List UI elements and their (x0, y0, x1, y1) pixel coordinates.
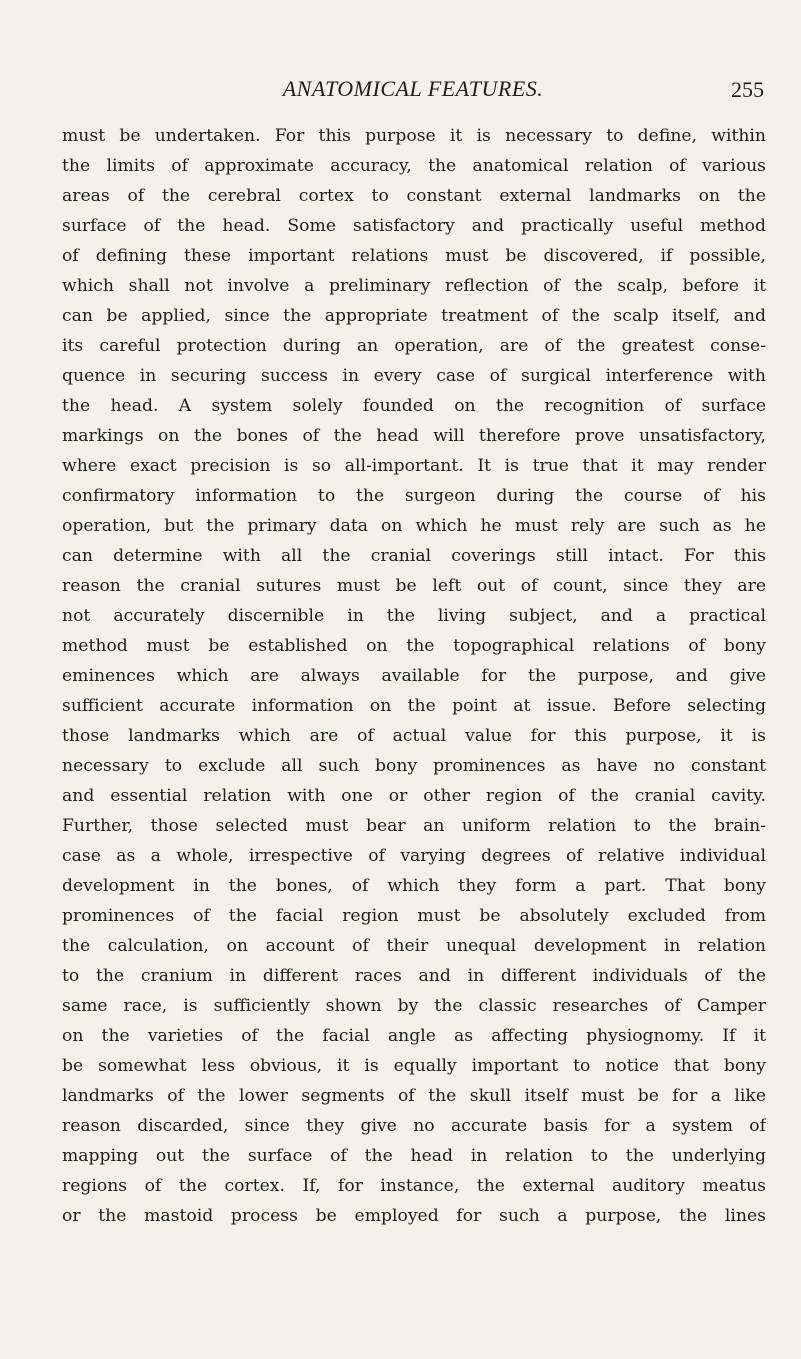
text-line: operation, but the primary data on which he must rely are such as he (62, 516, 766, 536)
text-line: which shall not involve a preliminary reflection of the scalp, before it (62, 276, 766, 296)
text-line: surface of the head. Some satisfactory and practically useful method (62, 216, 766, 236)
text-line: regions of the cortex. If, for instance, the external auditory meatus (62, 1176, 766, 1196)
text-line: Further, those selected must bear an uniform relation to the brain- (62, 816, 766, 836)
text-line: the head. A system solely founded on the recognition of surface (62, 396, 766, 416)
text-line: those landmarks which are of actual value for this purpose, it is (62, 726, 766, 746)
text-line: case as a whole, irrespective of varying degrees of relative individual (62, 846, 766, 866)
text-line: eminences which are always available for the purpose, and give (62, 666, 766, 686)
text-line: the limits of approximate accuracy, the anatomical relation of various (62, 156, 766, 176)
text-line: the calculation, on account of their unequal development in relation (62, 936, 766, 956)
text-line: necessary to exclude all such bony prominences as have no constant (62, 756, 766, 776)
text-line: be somewhat less obvious, it is equally important to notice that bony (62, 1056, 766, 1076)
text-line: areas of the cerebral cortex to constant external landmarks on the (62, 186, 766, 206)
running-head (62, 76, 764, 104)
text-line: method must be established on the topographical relations of bony (62, 636, 766, 656)
text-line: can determine with all the cranial coverings still intact. For this (62, 546, 766, 566)
text-line: or the mastoid process be employed for such a purpose, the lines (62, 1206, 766, 1226)
text-line: its careful protection during an operation, are of the greatest conse- (62, 336, 766, 356)
text-line: and essential relation with one or other region of the cranial cavity. (62, 786, 766, 806)
text-line: prominences of the facial region must be absolutely excluded from (62, 906, 766, 926)
text-line: of defining these important relations must be discovered, if possible, (62, 246, 766, 266)
text-line: must be undertaken. For this purpose it is necessary to define, within (62, 126, 766, 146)
text-line: not accurately discernible in the living subject, and a practical (62, 606, 766, 626)
body-paragraph (62, 121, 766, 1231)
running-title: ANATOMICAL FEATURES. (282, 76, 544, 101)
text-line: markings on the bones of the head will therefore prove unsatisfactory, (62, 426, 766, 446)
text-line: quence in securing success in every case of surgical interference with (62, 366, 766, 386)
text-line: to the cranium in different races and in different individuals of the (62, 966, 766, 986)
text-line: on the varieties of the facial angle as affecting physiognomy. If it (62, 1026, 766, 1046)
text-line: development in the bones, of which they form a part. That bony (62, 876, 766, 896)
text-line: landmarks of the lower segments of the skull itself must be for a like (62, 1086, 766, 1106)
text-line: sufficient accurate information on the point at issue. Before selecting (62, 696, 766, 716)
page-number: 255 (731, 77, 764, 102)
text-line: same race, is sufficiently shown by the classic researches of Camper (62, 996, 766, 1016)
text-line: reason the cranial sutures must be left out of count, since they are (62, 576, 766, 596)
text-line: mapping out the surface of the head in relation to the underlying (62, 1146, 766, 1166)
text-line: where exact precision is so all-important. It is true that it may render (62, 456, 766, 476)
text-line: confirmatory information to the surgeon during the course of his (62, 486, 766, 506)
text-line: can be applied, since the appropriate treatment of the scalp itself, and (62, 306, 766, 326)
text-line: reason discarded, since they give no accurate basis for a system of (62, 1116, 766, 1136)
